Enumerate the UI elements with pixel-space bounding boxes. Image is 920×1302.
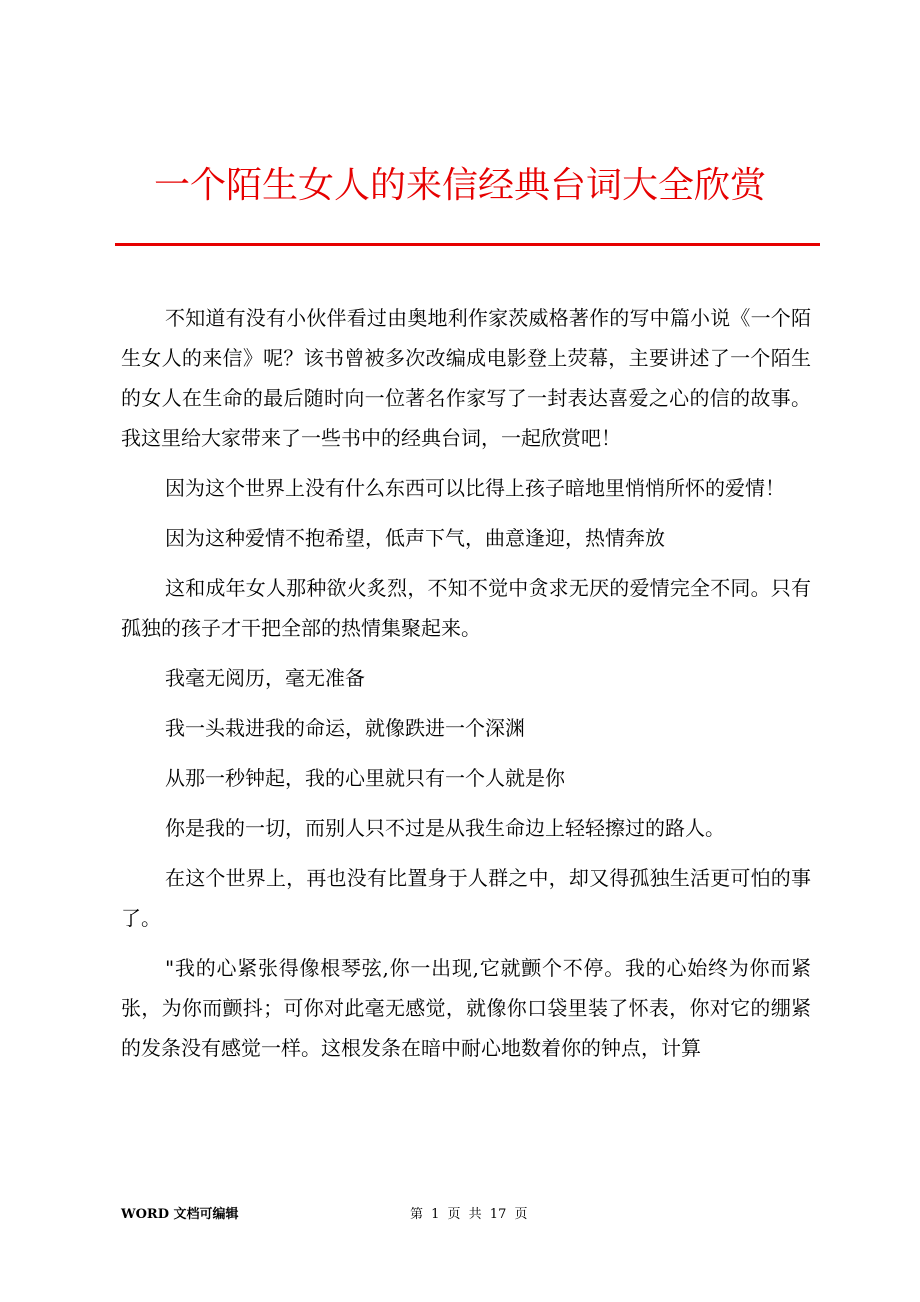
paragraph-quote-6: 从那一秒钟起，我的心里就只有一个人就是你 bbox=[165, 766, 565, 790]
paragraph-quote-3: 这和成年女人那种欲火炙烈，不知不觉中贪求无厌的爱情完全不同。只有孤独的孩子才干把全部的热情集聚起来。 bbox=[121, 576, 811, 640]
paragraph-quote-9: "我的心紧张得像根琴弦,你一出现,它就颤个不停。我的心始终为你而紧张，为你而颤抖；可你对此毫无感觉，就像你口袋里装了怀表，你对它的绷紧的发条没有感觉一样。这根发条在暗中耐心地数着你的钟点，计算 bbox=[121, 956, 811, 1060]
document-body bbox=[121, 298, 811, 1078]
paragraph-quote-4: 我毫无阅历，毫无准备 bbox=[165, 666, 365, 690]
paragraph-quote-7: 你是我的一切，而别人只不过是从我生命边上轻轻擦过的路人。 bbox=[165, 816, 725, 840]
footer-editable-label: WORD 文档可编辑 bbox=[121, 1207, 239, 1222]
paragraph-quote-5: 我一头栽进我的命运，就像跌进一个深渊 bbox=[165, 716, 525, 740]
paragraph-quote-1: 因为这个世界上没有什么东西可以比得上孩子暗地里悄悄所怀的爱情！ bbox=[165, 476, 785, 500]
title-underline bbox=[115, 243, 820, 246]
footer-page-number: 第 1 页 共 17 页 bbox=[410, 1207, 528, 1222]
document-title: 一个陌生女人的来信经典台词大全欣赏 bbox=[153, 165, 766, 206]
paragraph-quote-8: 在这个世界上，再也没有比置身于人群之中，却又得孤独生活更可怕的事了。 bbox=[121, 866, 811, 930]
paragraph-quote-2: 因为这种爱情不抱希望，低声下气，曲意逢迎，热情奔放 bbox=[165, 526, 665, 550]
paragraph-intro: 不知道有没有小伙伴看过由奥地利作家茨威格著作的写中篇小说《一个陌生女人的来信》呢？该书曾被多次改编成电影登上荧幕，主要讲述了一个陌生的女人在生命的最后随时向一位著名作家写了一封表达喜爱之心的信的故事。我这里给大家带来了一些书中的经典台词，一起欣赏吧！ bbox=[121, 306, 811, 450]
